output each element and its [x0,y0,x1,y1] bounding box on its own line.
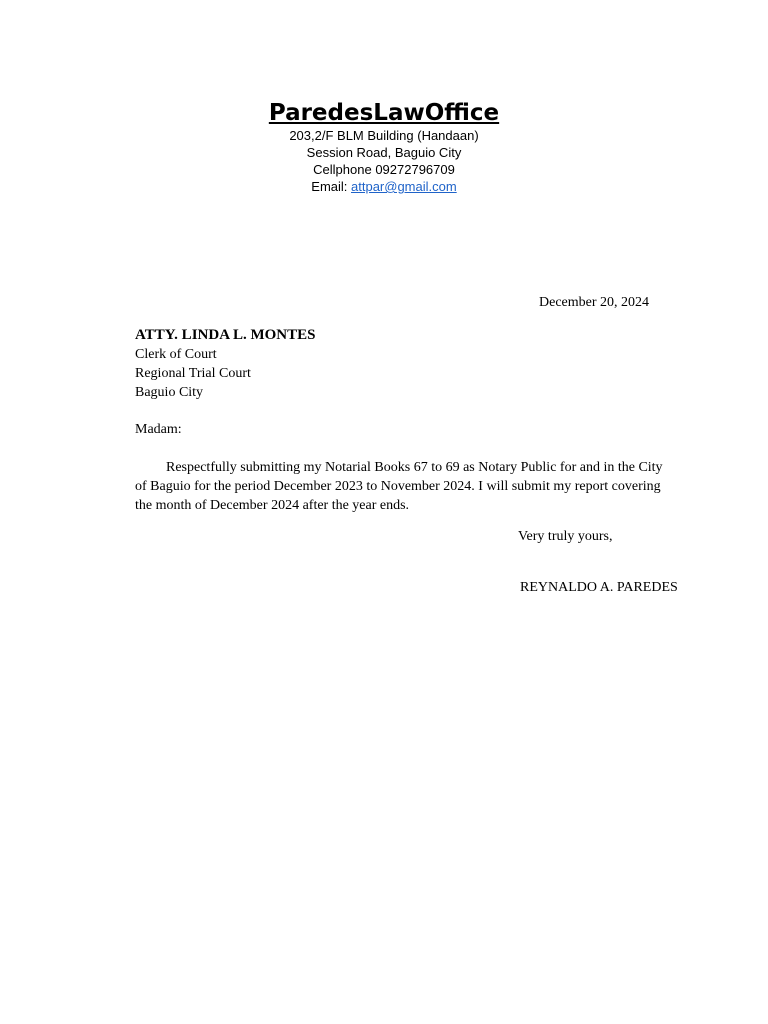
recipient-city: Baguio City [135,385,204,400]
salutation: Madam: [135,422,182,437]
letter-body: Respectfully submitting my Notarial Books 67 to 69 as Notary Public for and in the City of Baguio for the period December 2023 to November 2024. I will submit my report covering the month of December 2024 after the year ends. [135,460,663,513]
recipient-court: Regional Trial Court [135,366,251,381]
recipient-block [135,326,315,402]
cellphone-line: Cellphone 09272796709 [313,162,455,177]
letterhead [0,99,768,195]
recipient-name: ATTY. LINDA L. MONTES [135,327,316,343]
letter-date: December 20, 2024 [539,295,650,310]
signatory-name: REYNALDO A. PAREDES [520,580,678,595]
email-link[interactable]: attpar@gmail.com [351,179,457,194]
closing: Very truly yours, [518,529,613,544]
recipient-title: Clerk of Court [135,347,217,362]
office-name: ParedesLawOffice [268,100,500,126]
email-label: Email: [311,179,352,194]
address-line-2: Session Road, Baguio City [306,145,462,160]
address-line-1: 203,2/F BLM Building (Handaan) [289,128,479,143]
email-line [0,178,768,195]
